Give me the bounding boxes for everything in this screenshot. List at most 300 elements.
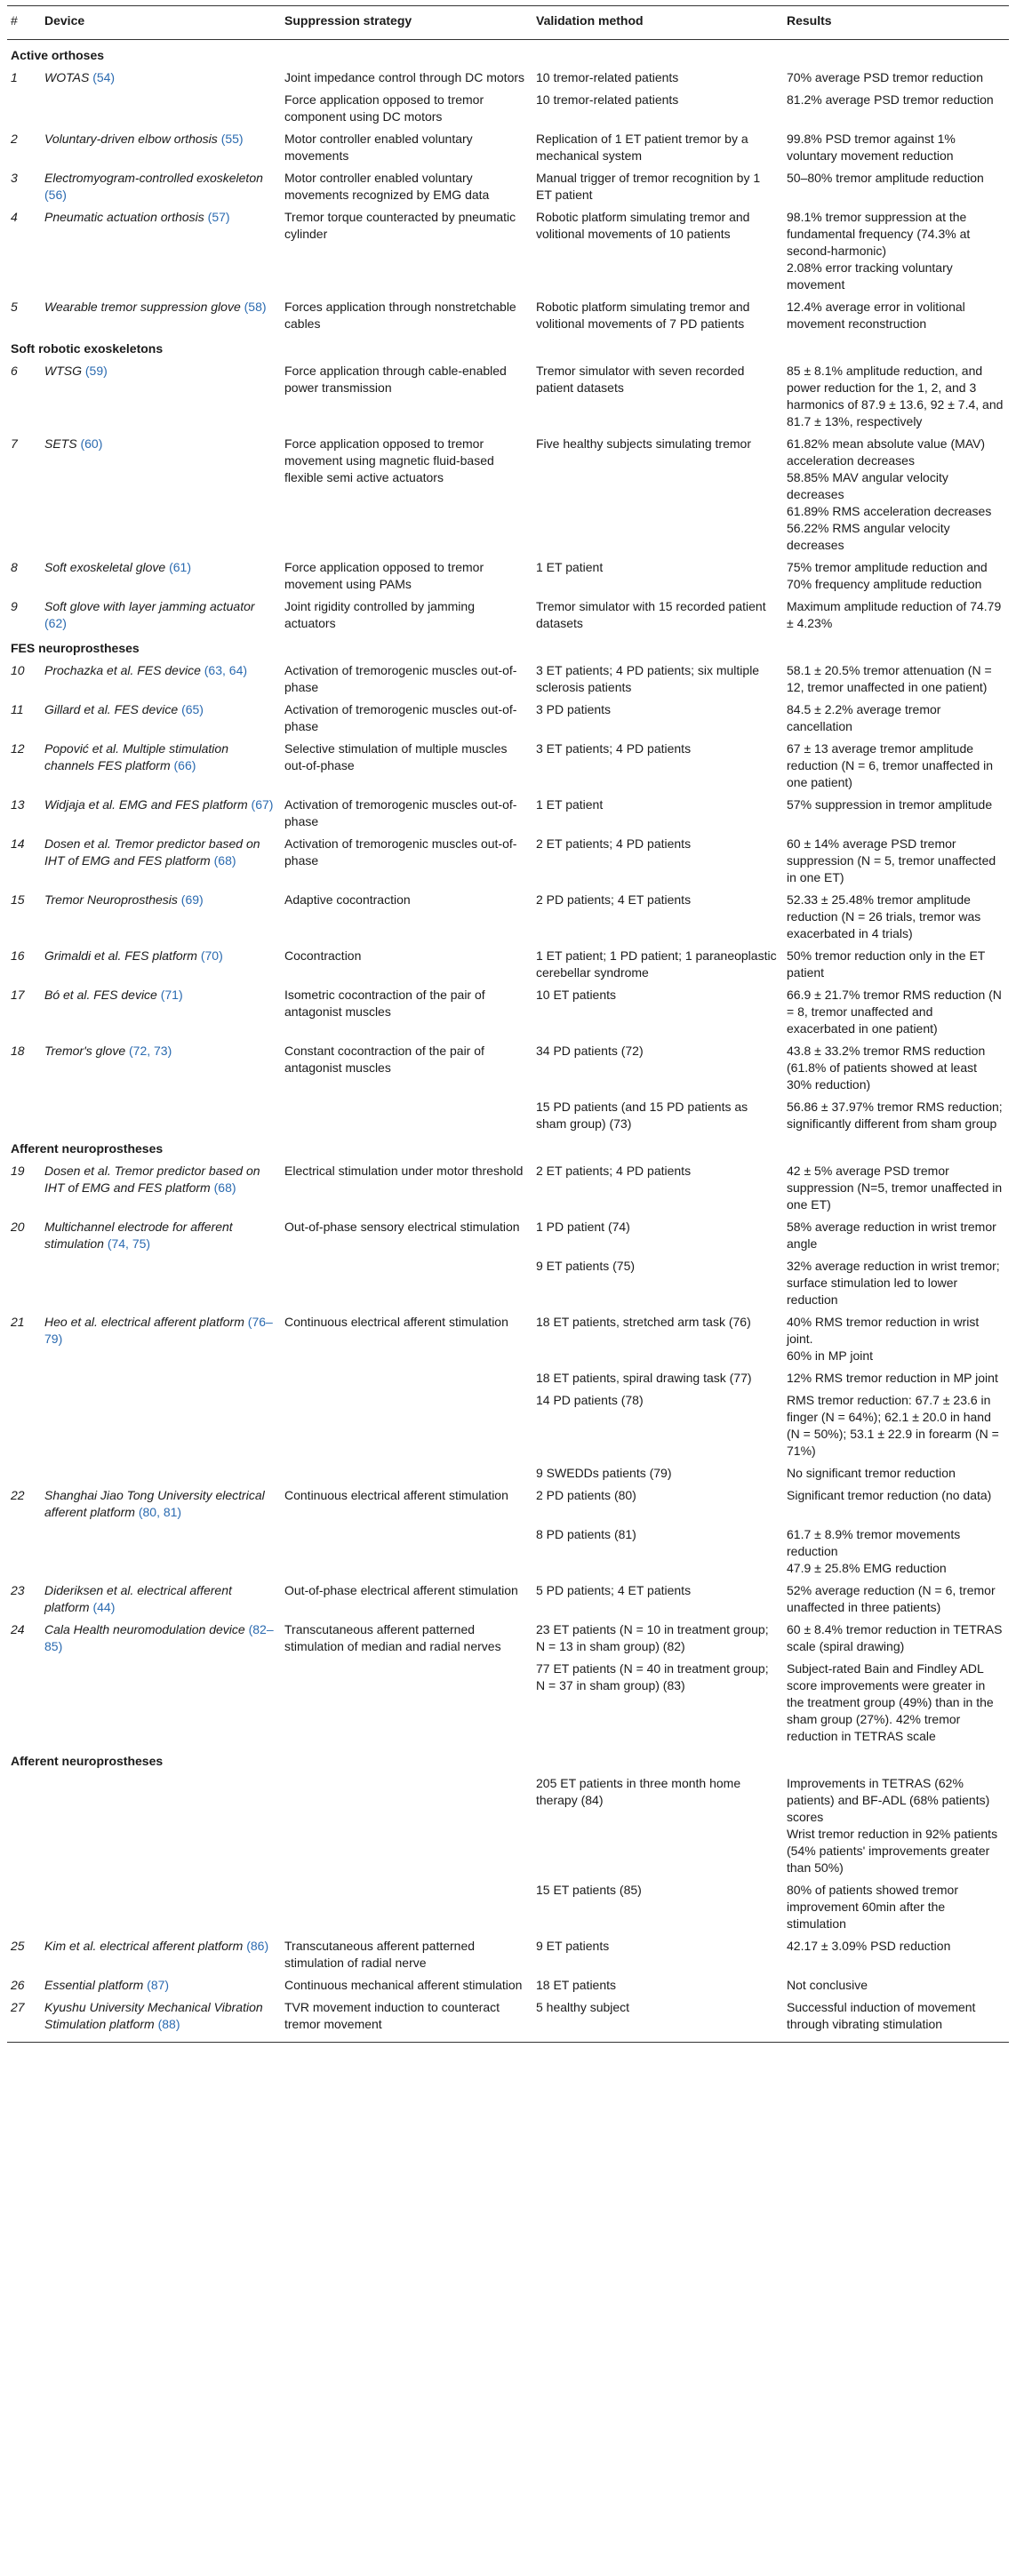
row-number: 24 bbox=[11, 1622, 25, 1636]
table-row bbox=[7, 660, 1009, 699]
validation-method-cell: 1 ET patient; 1 PD patient; 1 paraneoplastic cerebellar syndrome bbox=[536, 948, 777, 980]
row-number: 21 bbox=[11, 1315, 25, 1329]
cell-line: 58.85% MAV angular velocity decreases bbox=[787, 470, 948, 501]
device-name bbox=[41, 833, 281, 889]
device-label: Multichannel electrode for afferent stimulation bbox=[44, 1220, 233, 1251]
results-cell: Maximum amplitude reduction of 74.79 ± 4.23% bbox=[787, 599, 1002, 630]
table-row bbox=[7, 1255, 1009, 1311]
row-number bbox=[7, 1389, 41, 1462]
device-name bbox=[41, 1484, 281, 1524]
table-row bbox=[7, 1658, 1009, 1748]
device-name bbox=[41, 67, 281, 89]
results-cell bbox=[783, 1524, 1009, 1580]
validation-method-cell: 18 ET patients, spiral drawing task (77) bbox=[536, 1371, 752, 1385]
device-name bbox=[41, 1216, 281, 1255]
device-comparison-table bbox=[7, 5, 1009, 2043]
validation-method-cell: Robotic platform simulating tremor and volitional movements of 7 PD patients bbox=[536, 300, 750, 331]
device-reference-link[interactable]: (69) bbox=[180, 892, 204, 907]
results-cell: 67 ± 13 average tremor amplitude reduction (N = 6, tremor unaffected in one patient) bbox=[787, 741, 994, 789]
device-label: Wearable tremor suppression glove bbox=[44, 300, 241, 314]
device-label: Kim et al. electrical afferent platform bbox=[44, 1939, 244, 1953]
suppression-strategy-cell bbox=[281, 1462, 532, 1484]
row-number bbox=[7, 89, 41, 128]
table-row bbox=[7, 206, 1009, 296]
table-row bbox=[7, 1367, 1009, 1389]
validation-method-cell: 3 ET patients; 4 PD patients; six multiple sclerosis patients bbox=[536, 663, 760, 694]
suppression-strategy-cell: Motor controller enabled voluntary movements bbox=[284, 132, 473, 163]
table-row bbox=[7, 556, 1009, 596]
device-name bbox=[41, 1879, 281, 1935]
device-label: Essential platform bbox=[44, 1978, 144, 1992]
results-cell bbox=[783, 1311, 1009, 1367]
section-label: Afferent neuroprostheses bbox=[11, 1754, 164, 1768]
device-reference-link[interactable]: (70) bbox=[200, 948, 223, 963]
validation-method-cell: 5 PD patients; 4 ET patients bbox=[536, 1583, 692, 1597]
results-cell: 50–80% tremor amplitude reduction bbox=[787, 171, 984, 185]
device-label: WTSG bbox=[44, 364, 82, 378]
table-row bbox=[7, 1879, 1009, 1935]
row-number: 9 bbox=[11, 599, 18, 613]
suppression-strategy-cell bbox=[281, 1879, 532, 1935]
table-row bbox=[7, 1996, 1009, 2043]
table-row bbox=[7, 433, 1009, 556]
validation-method-cell: Manual trigger of tremor recognition by 1 ET patient bbox=[536, 171, 761, 202]
cell-line: 61.7 ± 8.9% tremor movements reduction bbox=[787, 1527, 961, 1558]
suppression-strategy-cell bbox=[281, 1658, 532, 1748]
cell-line: 98.1% tremor suppression at the fundamental frequency (74.3% at second-harmonic) bbox=[787, 210, 971, 258]
table-row bbox=[7, 1974, 1009, 1996]
suppression-strategy-cell bbox=[281, 1524, 532, 1580]
device-label: Widjaja et al. EMG and FES platform bbox=[44, 797, 248, 812]
table-row bbox=[7, 296, 1009, 335]
row-number: 13 bbox=[11, 797, 25, 812]
table-row bbox=[7, 699, 1009, 738]
device-name bbox=[41, 1996, 281, 2043]
section-label: Afferent neuroprostheses bbox=[11, 1141, 164, 1156]
header-validation-method: Validation method bbox=[532, 6, 783, 40]
suppression-strategy-cell: Force application opposed to tremor component using DC motors bbox=[284, 92, 484, 124]
device-label: Cala Health neuromodulation device bbox=[44, 1622, 245, 1636]
row-number bbox=[7, 1879, 41, 1935]
validation-method-cell: 77 ET patients (N = 40 in treatment group; N = 37 in sham group) (83) bbox=[536, 1661, 769, 1692]
suppression-strategy-cell: Joint impedance control through DC motors bbox=[284, 70, 525, 84]
validation-method-cell: 2 PD patients (80) bbox=[536, 1488, 636, 1502]
cell-line: 60% in MP joint bbox=[787, 1348, 874, 1363]
device-label: Dideriksen et al. electrical afferent platform bbox=[44, 1583, 232, 1614]
row-number: 17 bbox=[11, 988, 25, 1002]
device-name bbox=[41, 699, 281, 738]
row-number: 5 bbox=[11, 300, 18, 314]
table-row bbox=[7, 89, 1009, 128]
device-label: Grimaldi et al. FES platform bbox=[44, 948, 197, 963]
table-row bbox=[7, 67, 1009, 89]
results-cell: Successful induction of movement through vibrating stimulation bbox=[783, 1996, 1009, 2043]
validation-method-cell: 1 PD patient (74) bbox=[536, 1220, 630, 1234]
device-reference-link[interactable]: (44) bbox=[92, 1600, 116, 1614]
validation-method-cell: 9 ET patients (75) bbox=[536, 1259, 636, 1273]
validation-method-cell: Replication of 1 ET patient tremor by a mechanical system bbox=[536, 132, 748, 163]
row-number: 6 bbox=[11, 364, 18, 378]
device-reference-link[interactable]: (68) bbox=[213, 853, 236, 868]
device-name bbox=[41, 1255, 281, 1311]
device-reference-link[interactable]: (68) bbox=[213, 1180, 236, 1195]
device-label: SETS bbox=[44, 436, 77, 451]
cell-line: 61.82% mean absolute value (MAV) acceleration decreases bbox=[787, 436, 986, 468]
suppression-strategy-cell: Forces application through nonstretchable cables bbox=[284, 300, 516, 331]
validation-method-cell: 3 PD patients bbox=[536, 702, 612, 716]
table-row bbox=[7, 128, 1009, 167]
device-name bbox=[41, 296, 281, 335]
section-header-row bbox=[7, 1748, 1009, 1772]
results-cell bbox=[783, 206, 1009, 296]
suppression-strategy-cell: Joint rigidity controlled by jamming actuators bbox=[284, 599, 475, 630]
table-row bbox=[7, 1935, 1009, 1974]
device-label: Electromyogram-controlled exoskeleton bbox=[44, 171, 263, 185]
device-name bbox=[41, 1096, 281, 1135]
validation-method-cell: 14 PD patients (78) bbox=[536, 1393, 644, 1407]
results-cell bbox=[783, 433, 1009, 556]
results-cell: 75% tremor amplitude reduction and 70% frequency amplitude reduction bbox=[787, 560, 988, 591]
suppression-strategy-cell: Isometric cocontraction of the pair of antagonist muscles bbox=[284, 988, 485, 1019]
device-reference-link[interactable]: (58) bbox=[244, 300, 267, 314]
suppression-strategy-cell: Out-of-phase sensory electrical stimulation bbox=[284, 1220, 520, 1234]
table-row bbox=[7, 794, 1009, 833]
results-cell: No significant tremor reduction bbox=[787, 1466, 956, 1480]
row-number: 15 bbox=[11, 892, 25, 907]
device-name bbox=[41, 596, 281, 635]
validation-method-cell: Five healthy subjects simulating tremor bbox=[536, 436, 751, 451]
validation-method-cell: 23 ET patients (N = 10 in treatment group; N = 13 in sham group) (82) bbox=[536, 1622, 769, 1653]
device-reference-link[interactable]: (65) bbox=[181, 702, 204, 716]
table-row bbox=[7, 889, 1009, 945]
device-name bbox=[41, 889, 281, 945]
row-number: 19 bbox=[11, 1164, 25, 1178]
device-label: Tremor's glove bbox=[44, 1044, 126, 1058]
table-row bbox=[7, 1160, 1009, 1216]
results-cell: 60 ± 8.4% tremor reduction in TETRAS scale (spiral drawing) bbox=[787, 1622, 1003, 1653]
table-row bbox=[7, 1772, 1009, 1879]
table-row bbox=[7, 738, 1009, 794]
row-number: 14 bbox=[11, 836, 25, 851]
row-number: 8 bbox=[11, 560, 18, 574]
device-name bbox=[41, 1367, 281, 1389]
results-cell: 42 ± 5% average PSD tremor suppression (N=5, tremor unaffected in one ET) bbox=[787, 1164, 1003, 1212]
validation-method-cell: 1 ET patient bbox=[536, 797, 604, 812]
row-number: 12 bbox=[11, 741, 25, 756]
row-number: 2 bbox=[11, 132, 18, 146]
suppression-strategy-cell: Selective stimulation of multiple muscles out-of-phase bbox=[284, 741, 508, 772]
section-header-row bbox=[7, 635, 1009, 660]
device-reference-link[interactable]: (72, 73) bbox=[129, 1044, 172, 1058]
validation-method-cell: 18 ET patients, stretched arm task (76) bbox=[536, 1315, 751, 1329]
suppression-strategy-cell bbox=[281, 1772, 532, 1879]
device-label: Tremor Neuroprosthesis bbox=[44, 892, 178, 907]
table-row bbox=[7, 1216, 1009, 1255]
results-cell: Not conclusive bbox=[787, 1978, 868, 1992]
device-name bbox=[41, 945, 281, 984]
validation-method-cell: 205 ET patients in three month home therapy (84) bbox=[536, 1776, 741, 1807]
cell-line: Wrist tremor reduction in 92% patients (54% patients' improvements greater than 50%) bbox=[787, 1827, 998, 1875]
row-number bbox=[7, 1367, 41, 1389]
device-label: Voluntary-driven elbow orthosis bbox=[44, 132, 218, 146]
device-label: Pneumatic actuation orthosis bbox=[44, 210, 204, 224]
device-reference-link[interactable]: (56) bbox=[44, 188, 67, 202]
table-row bbox=[7, 1311, 1009, 1367]
device-name bbox=[41, 128, 281, 167]
validation-method-cell: 2 ET patients; 4 PD patients bbox=[536, 1164, 692, 1178]
device-name bbox=[41, 1160, 281, 1216]
validation-method-cell: 18 ET patients bbox=[536, 1978, 617, 1992]
table-row bbox=[7, 1484, 1009, 1524]
validation-method-cell: 10 ET patients bbox=[536, 988, 617, 1002]
validation-method-cell: 9 SWEDDs patients (79) bbox=[536, 1466, 672, 1480]
results-cell: 57% suppression in tremor amplitude bbox=[787, 797, 993, 812]
results-cell: 84.5 ± 2.2% average tremor cancellation bbox=[787, 702, 941, 733]
suppression-strategy-cell: Activation of tremorogenic muscles out-of-phase bbox=[284, 663, 517, 694]
table-row bbox=[7, 1040, 1009, 1096]
table-header bbox=[7, 6, 1009, 40]
row-number bbox=[7, 1255, 41, 1311]
row-number bbox=[7, 1658, 41, 1748]
results-cell: 58.1 ± 20.5% tremor attenuation (N = 12, tremor unaffected in one patient) bbox=[787, 663, 992, 694]
suppression-strategy-cell: Force application through cable-enabled power transmission bbox=[284, 364, 507, 395]
cell-line: 61.89% RMS acceleration decreases bbox=[787, 504, 992, 518]
results-cell: Subject-rated Bain and Findley ADL score improvements were greater in the treatment group (49%) than in the sham group (27%). 42% tremor reduction in TETRAS scale bbox=[787, 1661, 994, 1743]
validation-method-cell: 15 ET patients (85) bbox=[536, 1883, 642, 1897]
table-row bbox=[7, 1619, 1009, 1658]
device-name bbox=[41, 360, 281, 433]
device-name bbox=[41, 1040, 281, 1096]
header-suppression-strategy: Suppression strategy bbox=[281, 6, 532, 40]
device-name bbox=[41, 1658, 281, 1748]
section-label: Soft robotic exoskeletons bbox=[11, 341, 164, 356]
suppression-strategy-cell: Activation of tremorogenic muscles out-of-phase bbox=[284, 836, 517, 868]
row-number bbox=[7, 1772, 41, 1879]
results-cell: 12% RMS tremor reduction in MP joint bbox=[787, 1371, 998, 1385]
table-row bbox=[7, 833, 1009, 889]
device-reference-link[interactable]: (57) bbox=[207, 210, 230, 224]
row-number: 4 bbox=[11, 210, 18, 224]
device-name bbox=[41, 89, 281, 128]
validation-method-cell: 15 PD patients (and 15 PD patients as sham group) (73) bbox=[536, 1100, 748, 1131]
device-name bbox=[41, 794, 281, 833]
suppression-strategy-cell: Cocontraction bbox=[284, 948, 362, 963]
validation-method-cell: 10 tremor-related patients bbox=[536, 70, 679, 84]
row-number bbox=[7, 1524, 41, 1580]
results-cell: 85 ± 8.1% amplitude reduction, and power reduction for the 1, 2, and 3 harmonics of 87.9 ± 13.6, 92 ± 7.4, and 81.7 ± 13%, respectively bbox=[787, 364, 1004, 428]
device-label: Kyushu University Mechanical Vibration Stimulation platform bbox=[44, 2000, 263, 2031]
device-name bbox=[41, 167, 281, 206]
section-label: FES neuroprostheses bbox=[11, 641, 140, 655]
device-name bbox=[41, 1462, 281, 1484]
validation-method-cell: 2 PD patients; 4 ET patients bbox=[536, 892, 692, 907]
results-cell: 32% average reduction in wrist tremor; surface stimulation led to lower reduction bbox=[787, 1259, 1000, 1307]
device-reference-link[interactable]: (55) bbox=[220, 132, 244, 146]
suppression-strategy-cell: Constant cocontraction of the pair of antagonist muscles bbox=[284, 1044, 484, 1075]
results-cell: 58% average reduction in wrist tremor angle bbox=[787, 1220, 996, 1251]
table-row bbox=[7, 1524, 1009, 1580]
device-name bbox=[41, 984, 281, 1040]
cell-line: 40% RMS tremor reduction in wrist joint. bbox=[787, 1315, 980, 1346]
device-label: Soft glove with layer jamming actuator bbox=[44, 599, 255, 613]
table-row bbox=[7, 1580, 1009, 1619]
cell-line: 47.9 ± 25.8% EMG reduction bbox=[787, 1561, 947, 1575]
suppression-strategy-cell: Transcutaneous afferent patterned stimulation of median and radial nerves bbox=[284, 1622, 501, 1653]
row-number: 27 bbox=[7, 1996, 41, 2043]
section-header-row bbox=[7, 1135, 1009, 1160]
results-cell: 42.17 ± 3.09% PSD reduction bbox=[787, 1939, 951, 1953]
device-name bbox=[41, 1580, 281, 1619]
validation-method-cell: 10 tremor-related patients bbox=[536, 92, 679, 107]
validation-method-cell: 2 ET patients; 4 PD patients bbox=[536, 836, 692, 851]
results-cell: 70% average PSD tremor reduction bbox=[787, 70, 983, 84]
device-name bbox=[41, 738, 281, 794]
results-cell: Significant tremor reduction (no data) bbox=[787, 1488, 992, 1502]
device-label: Popović et al. Multiple stimulation channels FES platform bbox=[44, 741, 228, 772]
suppression-strategy-cell: Force application opposed to tremor movement using PAMs bbox=[284, 560, 484, 591]
device-name bbox=[41, 1311, 281, 1367]
suppression-strategy-cell: TVR movement induction to counteract tremor movement bbox=[281, 1996, 532, 2043]
device-reference-link[interactable]: (88) bbox=[157, 2017, 180, 2031]
cell-line: 56.22% RMS angular velocity decreases bbox=[787, 521, 950, 552]
table-body bbox=[7, 40, 1009, 2043]
suppression-strategy-cell: Motor controller enabled voluntary movements recognized by EMG data bbox=[284, 171, 490, 202]
device-reference-link[interactable]: (86) bbox=[246, 1939, 269, 1953]
device-label: Heo et al. electrical afferent platform bbox=[44, 1315, 244, 1329]
results-cell: 99.8% PSD tremor against 1% voluntary movement reduction bbox=[787, 132, 956, 163]
suppression-strategy-cell: Activation of tremorogenic muscles out-of-phase bbox=[284, 797, 517, 828]
suppression-strategy-cell: Continuous mechanical afferent stimulation bbox=[284, 1978, 523, 1992]
validation-method-cell: Robotic platform simulating tremor and volitional movements of 10 patients bbox=[536, 210, 750, 241]
device-reference-link[interactable]: (60) bbox=[80, 436, 103, 451]
results-cell: 43.8 ± 33.2% tremor RMS reduction (61.8% of patients showed at least 30% reduction) bbox=[787, 1044, 986, 1092]
section-label: Active orthoses bbox=[11, 48, 105, 62]
row-number bbox=[7, 1462, 41, 1484]
results-cell: 81.2% average PSD tremor reduction bbox=[787, 92, 994, 107]
device-reference-link[interactable]: (76–79) bbox=[44, 1315, 273, 1346]
device-name bbox=[41, 433, 281, 556]
device-reference-link[interactable]: (67) bbox=[251, 797, 274, 812]
suppression-strategy-cell bbox=[281, 1255, 532, 1311]
suppression-strategy-cell: Electrical stimulation under motor threshold bbox=[284, 1164, 524, 1178]
suppression-strategy-cell bbox=[281, 1096, 532, 1135]
validation-method-cell: 8 PD patients (81) bbox=[536, 1527, 636, 1541]
suppression-strategy-cell: Adaptive cocontraction bbox=[284, 892, 411, 907]
row-number: 7 bbox=[11, 436, 18, 451]
device-reference-link[interactable]: (82–85) bbox=[44, 1622, 274, 1653]
device-name bbox=[41, 1389, 281, 1462]
table-row bbox=[7, 596, 1009, 635]
device-reference-link[interactable]: (71) bbox=[160, 988, 183, 1002]
device-reference-link[interactable]: (54) bbox=[92, 70, 116, 84]
row-number: 18 bbox=[11, 1044, 25, 1058]
results-cell: 12.4% average error in volitional movement reconstruction bbox=[787, 300, 965, 331]
device-reference-link[interactable]: (80, 81) bbox=[138, 1505, 182, 1519]
device-label: Gillard et al. FES device bbox=[44, 702, 179, 716]
row-number: 20 bbox=[11, 1220, 25, 1234]
row-number: 10 bbox=[11, 663, 25, 677]
table-row bbox=[7, 1096, 1009, 1135]
device-name bbox=[41, 1974, 281, 1996]
row-number: 3 bbox=[11, 171, 18, 185]
suppression-strategy-cell: Out-of-phase electrical afferent stimulation bbox=[284, 1583, 518, 1597]
suppression-strategy-cell: Continuous electrical afferent stimulation bbox=[284, 1488, 508, 1502]
device-reference-link[interactable]: (62) bbox=[44, 616, 67, 630]
device-name bbox=[41, 1935, 281, 1974]
cell-line: 2.08% error tracking voluntary movement bbox=[787, 260, 953, 292]
device-label: Soft exoskeletal glove bbox=[44, 560, 166, 574]
results-cell: 56.86 ± 37.97% tremor RMS reduction; significantly different from sham group bbox=[787, 1100, 1003, 1131]
device-name bbox=[41, 660, 281, 699]
validation-method-cell: 9 ET patients bbox=[536, 1939, 610, 1953]
results-cell: 52% average reduction (N = 6, tremor unaffected in three patients) bbox=[787, 1583, 996, 1614]
validation-method-cell: Tremor simulator with 15 recorded patient datasets bbox=[536, 599, 766, 630]
results-cell: 52.33 ± 25.48% tremor amplitude reduction (N = 26 trials, tremor was exacerbated in 4 trials) bbox=[787, 892, 981, 940]
table-row bbox=[7, 1462, 1009, 1484]
device-reference-link[interactable]: (61) bbox=[169, 560, 191, 574]
suppression-strategy-cell: Continuous electrical afferent stimulation bbox=[284, 1315, 508, 1329]
row-number: 16 bbox=[11, 948, 25, 963]
results-cell bbox=[783, 1772, 1009, 1879]
device-name bbox=[41, 1619, 281, 1658]
suppression-strategy-cell: Activation of tremorogenic muscles out-of-phase bbox=[284, 702, 517, 733]
header-number: # bbox=[7, 6, 41, 40]
cell-line: Improvements in TETRAS (62% patients) and BF-ADL (68% patients) scores bbox=[787, 1776, 990, 1824]
suppression-strategy-cell bbox=[281, 1389, 532, 1462]
suppression-strategy-cell: Force application opposed to tremor movement using magnetic fluid-based flexible semi active actuators bbox=[284, 436, 494, 484]
validation-method-cell: 3 ET patients; 4 PD patients bbox=[536, 741, 692, 756]
device-name bbox=[41, 1524, 281, 1580]
device-reference-link[interactable]: (63, 64) bbox=[204, 663, 248, 677]
device-label: Bó et al. FES device bbox=[44, 988, 157, 1002]
suppression-strategy-cell bbox=[281, 1367, 532, 1389]
results-cell: 80% of patients showed tremor improvement 60min after the stimulation bbox=[787, 1883, 958, 1931]
row-number: 1 bbox=[11, 70, 18, 84]
row-number: 22 bbox=[11, 1488, 25, 1502]
section-header-row bbox=[7, 335, 1009, 360]
device-reference-link[interactable]: (74, 75) bbox=[107, 1236, 151, 1251]
results-cell: 60 ± 14% average PSD tremor suppression (N = 5, tremor unaffected in one ET) bbox=[787, 836, 996, 884]
section-header-row bbox=[7, 40, 1009, 68]
results-cell: 66.9 ± 21.7% tremor RMS reduction (N = 8, tremor unaffected and exacerbated in one patient) bbox=[787, 988, 1002, 1036]
validation-method-cell: Tremor simulator with seven recorded patient datasets bbox=[536, 364, 745, 395]
device-name bbox=[41, 206, 281, 296]
device-reference-link[interactable]: (66) bbox=[173, 758, 196, 772]
device-label: Dosen et al. Tremor predictor based on IHT of EMG and FES platform bbox=[44, 1164, 260, 1195]
device-label: WOTAS bbox=[44, 70, 90, 84]
results-cell: RMS tremor reduction: 67.7 ± 23.6 in finger (N = 64%); 62.1 ± 20.0 in hand (N = 50%); 53.1 ± 22.9 in forearm (N = 71%) bbox=[787, 1393, 999, 1458]
validation-method-cell: 1 ET patient bbox=[536, 560, 604, 574]
row-number bbox=[7, 1096, 41, 1135]
device-label: Shanghai Jiao Tong University electrical afferent platform bbox=[44, 1488, 265, 1519]
validation-method-cell: 34 PD patients (72) bbox=[536, 1044, 644, 1058]
table-row bbox=[7, 167, 1009, 206]
row-number: 26 bbox=[11, 1978, 25, 1992]
validation-method-cell: 5 healthy subject bbox=[532, 1996, 783, 2043]
header-row bbox=[7, 6, 1009, 40]
suppression-strategy-cell: Tremor torque counteracted by pneumatic cylinder bbox=[284, 210, 516, 241]
device-reference-link[interactable]: (59) bbox=[84, 364, 108, 378]
device-label: Dosen et al. Tremor predictor based on IHT of EMG and FES platform bbox=[44, 836, 260, 868]
header-results: Results bbox=[783, 6, 1009, 40]
table-row bbox=[7, 360, 1009, 433]
device-name bbox=[41, 1772, 281, 1879]
device-reference-link[interactable]: (87) bbox=[147, 1978, 170, 1992]
row-number: 25 bbox=[11, 1939, 25, 1953]
table-row bbox=[7, 1389, 1009, 1462]
row-number: 23 bbox=[11, 1583, 25, 1597]
device-name bbox=[41, 556, 281, 596]
